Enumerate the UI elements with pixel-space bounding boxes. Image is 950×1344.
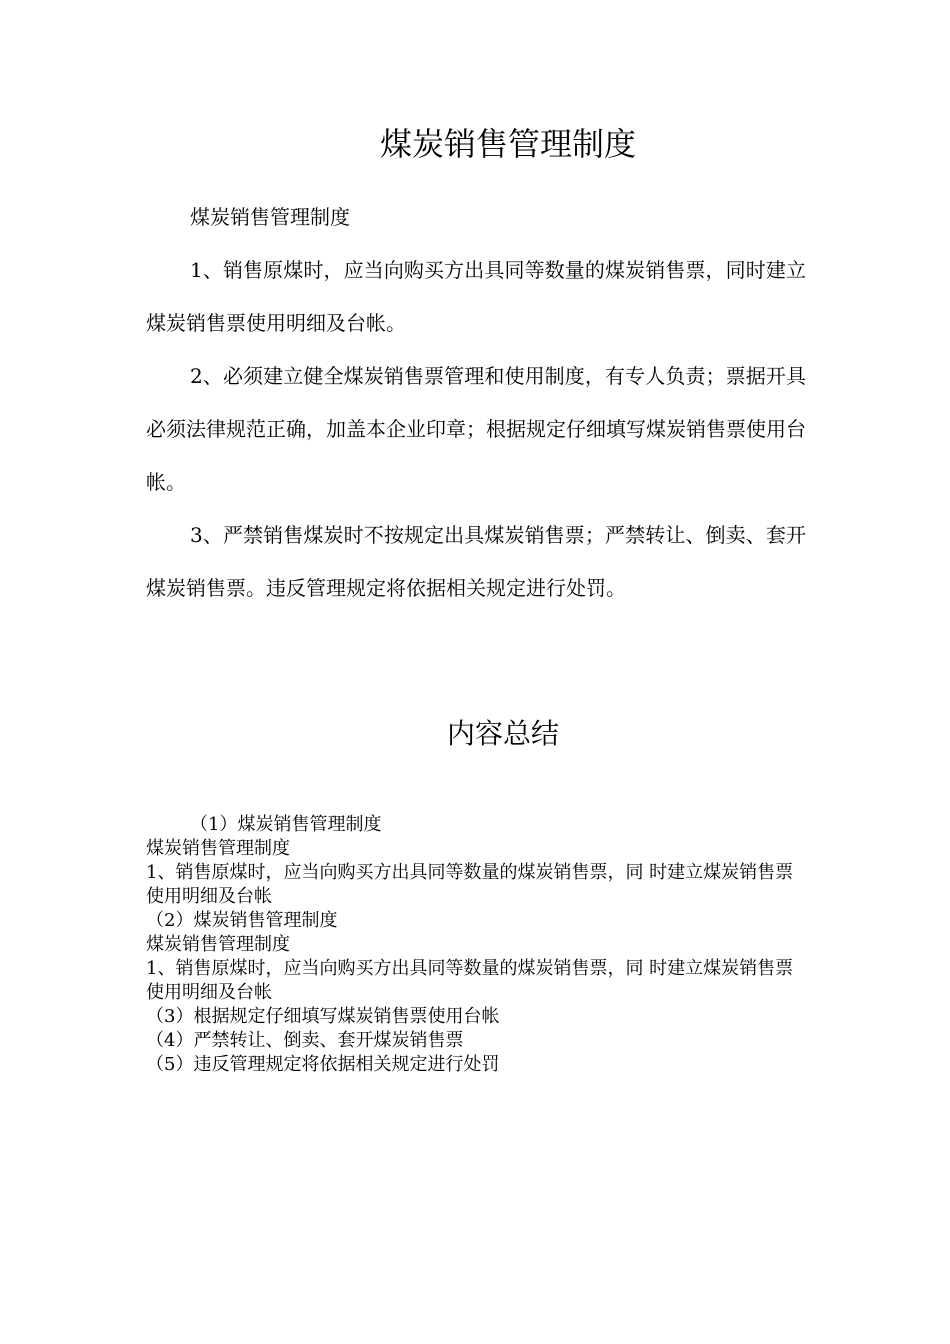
summary-line: 煤炭销售管理制度: [146, 934, 290, 955]
summary-title: 内容总结: [446, 717, 559, 750]
document-title: 煤炭销售管理制度: [379, 125, 636, 163]
summary-body: [146, 813, 808, 1077]
summary-line: 1、销售原煤时，应当向购买方出具同等数量的煤炭销售票，同 时建立煤炭销售票使用明细及台帐: [146, 862, 794, 907]
summary-line: （4）严禁转让、倒卖、套开煤炭销售票: [146, 1030, 464, 1051]
summary-line: （1）煤炭销售管理制度: [190, 814, 382, 835]
paragraph-3: 3、严禁销售煤炭时不按规定出具煤炭销售票；严禁转让、倒卖、套开煤炭销售票。违反管理规定将依据相关规定进行处罚。: [146, 523, 806, 600]
summary-line: （3）根据规定仔细填写煤炭销售票使用台帐: [146, 1006, 500, 1027]
summary-line: （5）违反管理规定将依据相关规定进行处罚: [146, 1054, 500, 1075]
document-subtitle: 煤炭销售管理制度: [190, 205, 350, 229]
summary-line: （2）煤炭销售管理制度: [146, 910, 338, 931]
paragraph-1: 1、销售原煤时，应当向购买方出具同等数量的煤炭销售票，同时建立煤炭销售票使用明细及台帐。: [146, 258, 806, 335]
document-body: [146, 191, 806, 615]
summary-line: 煤炭销售管理制度: [146, 838, 290, 859]
summary-line: 1、销售原煤时，应当向购买方出具同等数量的煤炭销售票，同 时建立煤炭销售票使用明细及台帐: [146, 958, 794, 1003]
paragraph-2: 2、必须建立健全煤炭销售票管理和使用制度，有专人负责；票据开具必须法律规范正确，加盖本企业印章；根据规定仔细填写煤炭销售票使用台帐。: [146, 364, 806, 494]
